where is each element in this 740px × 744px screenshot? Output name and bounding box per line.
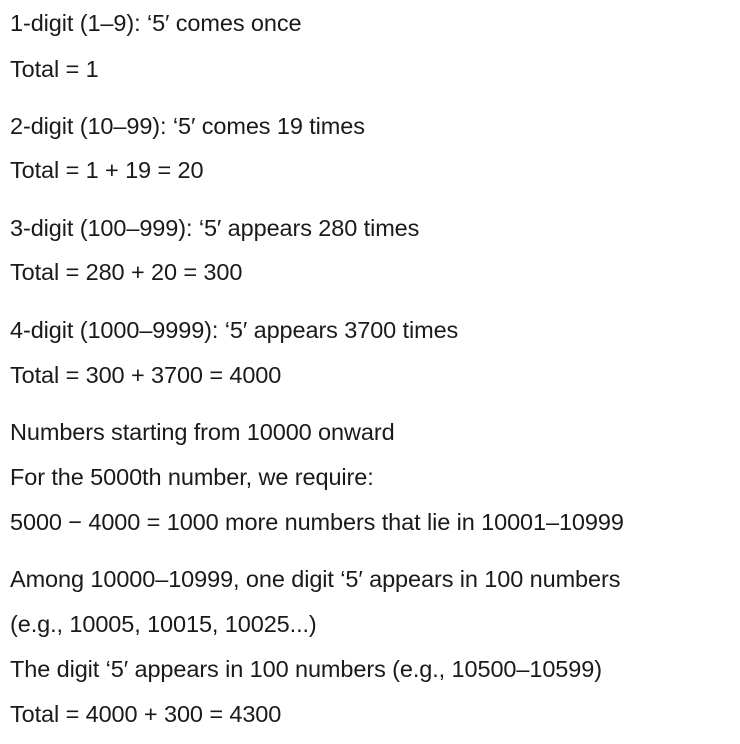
text-line: Numbers starting from 10000 onward: [10, 419, 395, 445]
text-line: 3-digit (100–999): ‘5′ appears 280 times: [10, 215, 420, 241]
text-line: Total = 1 + 19 = 20: [10, 157, 204, 183]
text-line: (e.g., 10005, 10015, 10025...): [10, 611, 317, 637]
text-line: Total = 280 + 20 = 300: [10, 259, 243, 285]
text-line: Total = 4000 + 300 = 4300: [10, 701, 282, 727]
text-line: For the 5000th number, we require:: [10, 464, 374, 490]
text-line: 5000 − 4000 = 1000 more numbers that lie in 10001–10999: [10, 509, 624, 535]
text-line: Total = 300 + 3700 = 4000: [10, 362, 282, 388]
text-line: 4-digit (1000–9999): ‘5′ appears 3700 times: [10, 317, 459, 343]
text-line: Among 10000–10999, one digit ‘5′ appears in 100 numbers: [10, 566, 621, 592]
text-line: 1-digit (1–9): ‘5′ comes once: [10, 10, 302, 36]
text-line: The digit ‘5′ appears in 100 numbers (e.g., 10500–10599): [10, 656, 602, 682]
text-line: 2-digit (10–99): ‘5′ comes 19 times: [10, 113, 365, 139]
text-line: Total = 1: [10, 56, 99, 82]
